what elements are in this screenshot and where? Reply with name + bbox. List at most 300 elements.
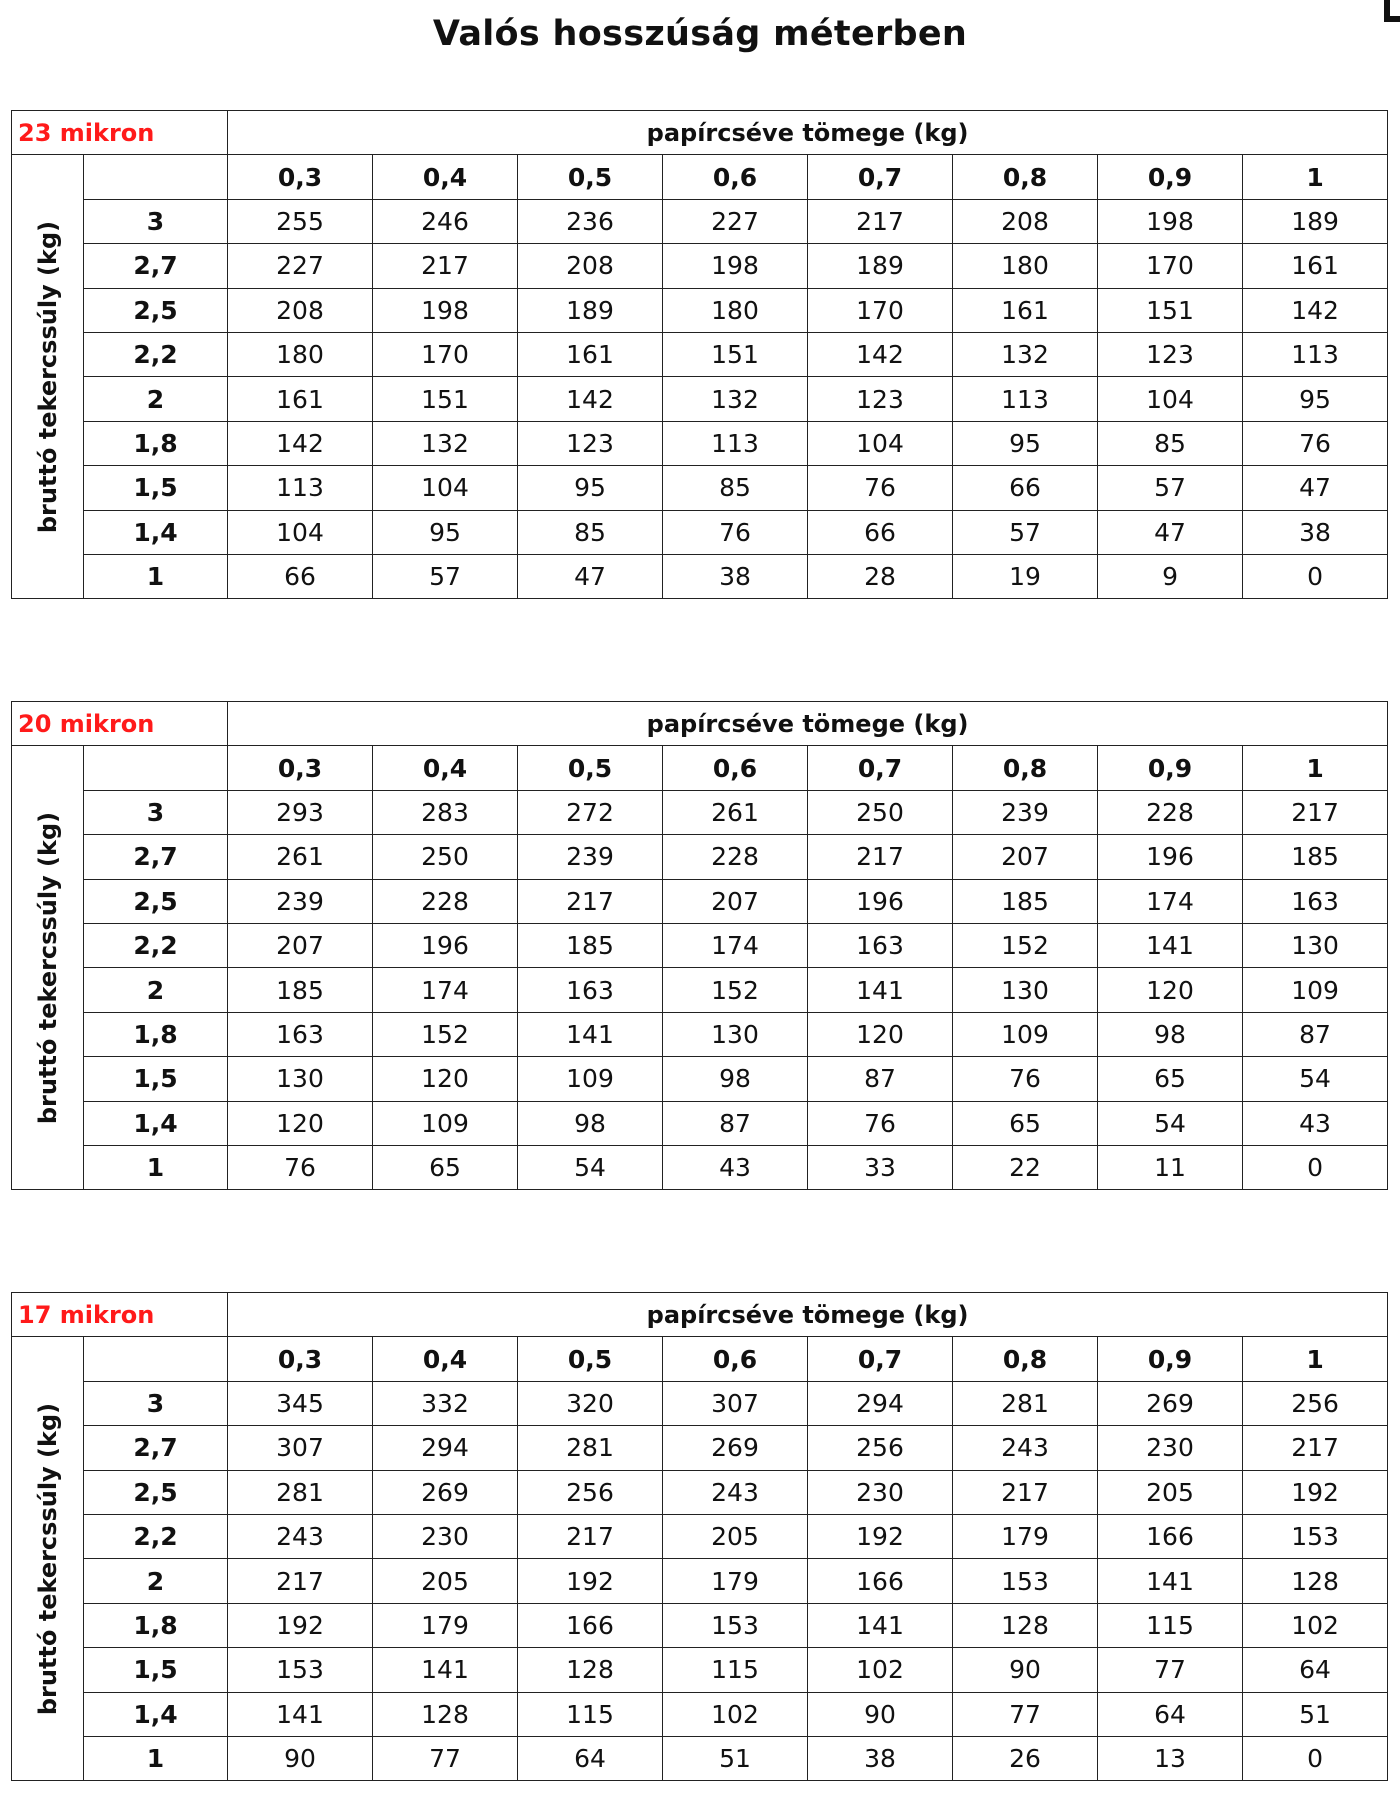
mikron-label: 23 mikron: [12, 111, 228, 155]
column-header: 0,8: [953, 1337, 1098, 1381]
table-row: [12, 510, 1388, 554]
table-cell: 115: [663, 1648, 808, 1692]
table-cell: 250: [373, 835, 518, 879]
table-cell: 196: [1098, 835, 1243, 879]
table-cell: 294: [808, 1381, 953, 1425]
table-cell: 76: [663, 510, 808, 554]
table-cell: 95: [518, 466, 663, 510]
row-header: 2,7: [84, 1426, 228, 1470]
row-header: 1,5: [84, 466, 228, 510]
table-cell: 198: [1098, 199, 1243, 243]
table-cell: 185: [953, 879, 1098, 923]
row-header: 1: [84, 1145, 228, 1189]
length-table: [11, 1292, 1388, 1781]
table-cell: 65: [373, 1145, 518, 1189]
table-cell: 76: [953, 1057, 1098, 1101]
length-table: [11, 110, 1388, 599]
table-row: [12, 1381, 1388, 1425]
table-cell: 243: [663, 1470, 808, 1514]
mikron-label: 20 mikron: [12, 702, 228, 746]
table-cell: 43: [663, 1145, 808, 1189]
table-cell: 57: [373, 554, 518, 598]
table-cell: 294: [373, 1426, 518, 1470]
table-cell: 0: [1243, 1145, 1388, 1189]
header-corner-cell: [84, 746, 228, 790]
column-header: 0,6: [663, 155, 808, 199]
table-cell: 109: [518, 1057, 663, 1101]
table-cell: 128: [1243, 1559, 1388, 1603]
table-row: [12, 199, 1388, 243]
table-cell: 77: [1098, 1648, 1243, 1692]
table-cell: 65: [953, 1101, 1098, 1145]
table-cell: 192: [228, 1603, 373, 1647]
table-cell: 217: [808, 835, 953, 879]
table-cell: 174: [663, 923, 808, 967]
table-cell: 189: [1243, 199, 1388, 243]
table-row: [12, 968, 1388, 1012]
table-row: [12, 1145, 1388, 1189]
row-header: 3: [84, 790, 228, 834]
table-cell: 320: [518, 1381, 663, 1425]
table-cell: 161: [228, 377, 373, 421]
row-group-header: [12, 1337, 84, 1781]
table-cell: 269: [373, 1470, 518, 1514]
column-header: 0,9: [1098, 155, 1243, 199]
table-row: [12, 1012, 1388, 1056]
table-cell: 256: [808, 1426, 953, 1470]
table-cell: 239: [518, 835, 663, 879]
table-cell: 189: [808, 244, 953, 288]
table-group-header-row: [12, 1293, 1388, 1337]
table-cell: 141: [518, 1012, 663, 1056]
row-header: 2,5: [84, 1470, 228, 1514]
table-cell: 85: [518, 510, 663, 554]
row-header: 2: [84, 1559, 228, 1603]
table-cell: 151: [1098, 288, 1243, 332]
table-cell: 174: [373, 968, 518, 1012]
table-cell: 47: [518, 554, 663, 598]
table-cell: 196: [808, 879, 953, 923]
table-cell: 64: [1098, 1692, 1243, 1736]
table-cell: 185: [518, 923, 663, 967]
column-header: 0,7: [808, 746, 953, 790]
table-row: [12, 879, 1388, 923]
table-cell: 38: [663, 554, 808, 598]
table-cell: 192: [1243, 1470, 1388, 1514]
table-cell: 13: [1098, 1736, 1243, 1780]
table-cell: 38: [1243, 510, 1388, 554]
column-header: 0,3: [228, 1337, 373, 1381]
column-header: 0,3: [228, 155, 373, 199]
table-cell: 236: [518, 199, 663, 243]
column-header: 1: [1243, 1337, 1388, 1381]
table-cell: 230: [808, 1470, 953, 1514]
table-cell: 151: [663, 332, 808, 376]
table-cell: 19: [953, 554, 1098, 598]
table-cell: 141: [373, 1648, 518, 1692]
table-cell: 43: [1243, 1101, 1388, 1145]
column-header: 0,8: [953, 155, 1098, 199]
table-cell: 205: [1098, 1470, 1243, 1514]
table-cell: 239: [953, 790, 1098, 834]
table-cell: 64: [518, 1736, 663, 1780]
table-cell: 217: [1243, 1426, 1388, 1470]
table-cell: 54: [1098, 1101, 1243, 1145]
table-cell: 185: [1243, 835, 1388, 879]
row-header: 1: [84, 554, 228, 598]
table-cell: 66: [808, 510, 953, 554]
table-cell: 77: [953, 1692, 1098, 1736]
table-cell: 207: [228, 923, 373, 967]
table-cell: 54: [518, 1145, 663, 1189]
table-cell: 170: [373, 332, 518, 376]
row-group-header: [12, 155, 84, 599]
page-title: Valós hosszúság méterben: [432, 14, 968, 54]
table-cell: 120: [373, 1057, 518, 1101]
table-cell: 51: [1243, 1692, 1388, 1736]
row-header: 2: [84, 377, 228, 421]
table-cell: 227: [228, 244, 373, 288]
table-row: [12, 466, 1388, 510]
table-cell: 95: [1243, 377, 1388, 421]
table-cell: 269: [663, 1426, 808, 1470]
table-cell: 115: [1098, 1603, 1243, 1647]
table-cell: 85: [663, 466, 808, 510]
table-cell: 163: [518, 968, 663, 1012]
table-row: [12, 1603, 1388, 1647]
table-cell: 269: [1098, 1381, 1243, 1425]
table-cell: 26: [953, 1736, 1098, 1780]
table-cell: 104: [808, 421, 953, 465]
table-cell: 217: [953, 1470, 1098, 1514]
table-cell: 272: [518, 790, 663, 834]
table-cell: 163: [228, 1012, 373, 1056]
column-header: 0,4: [373, 155, 518, 199]
table-cell: 0: [1243, 554, 1388, 598]
table-cell: 283: [373, 790, 518, 834]
table-cell: 130: [228, 1057, 373, 1101]
table-cell: 141: [808, 968, 953, 1012]
table-cell: 179: [663, 1559, 808, 1603]
table-cell: 95: [953, 421, 1098, 465]
table-row: [12, 1101, 1388, 1145]
table-cell: 98: [1098, 1012, 1243, 1056]
table-cell: 208: [228, 288, 373, 332]
table-cell: 64: [1243, 1648, 1388, 1692]
column-header: 0,3: [228, 746, 373, 790]
table-cell: 192: [518, 1559, 663, 1603]
table-cell: 132: [953, 332, 1098, 376]
table-cell: 113: [663, 421, 808, 465]
row-group-header-label: bruttó tekercssúly (kg): [33, 220, 62, 533]
table-cell: 256: [518, 1470, 663, 1514]
row-group-header-label: bruttó tekercssúly (kg): [33, 811, 62, 1124]
row-group-header-label: bruttó tekercssúly (kg): [33, 1402, 62, 1715]
table-cell: 85: [1098, 421, 1243, 465]
table-row: [12, 1514, 1388, 1558]
table-cell: 179: [373, 1603, 518, 1647]
table-cell: 239: [228, 879, 373, 923]
table-cell: 166: [518, 1603, 663, 1647]
table-cell: 246: [373, 199, 518, 243]
table-cell: 293: [228, 790, 373, 834]
row-header: 2: [84, 968, 228, 1012]
table-cell: 76: [228, 1145, 373, 1189]
table-cell: 90: [808, 1692, 953, 1736]
header-corner-cell: [84, 1337, 228, 1381]
table-column-header-row: [12, 155, 1388, 199]
table-cell: 141: [1098, 923, 1243, 967]
table-cell: 130: [953, 968, 1098, 1012]
table-cell: 109: [1243, 968, 1388, 1012]
table-cell: 345: [228, 1381, 373, 1425]
length-table-block: [11, 110, 1387, 599]
table-cell: 76: [1243, 421, 1388, 465]
table-cell: 22: [953, 1145, 1098, 1189]
table-row: [12, 288, 1388, 332]
row-header: 2,5: [84, 288, 228, 332]
table-row: [12, 377, 1388, 421]
table-row: [12, 835, 1388, 879]
column-header: 0,5: [518, 155, 663, 199]
table-row: [12, 1057, 1388, 1101]
table-cell: 128: [373, 1692, 518, 1736]
table-cell: 66: [953, 466, 1098, 510]
table-cell: 152: [373, 1012, 518, 1056]
table-cell: 332: [373, 1381, 518, 1425]
table-cell: 87: [808, 1057, 953, 1101]
table-cell: 152: [663, 968, 808, 1012]
table-cell: 161: [1243, 244, 1388, 288]
table-cell: 255: [228, 199, 373, 243]
table-cell: 152: [953, 923, 1098, 967]
row-header: 2,7: [84, 244, 228, 288]
table-cell: 87: [663, 1101, 808, 1145]
table-cell: 243: [953, 1426, 1098, 1470]
table-cell: 228: [373, 879, 518, 923]
table-cell: 161: [953, 288, 1098, 332]
table-cell: 115: [518, 1692, 663, 1736]
table-cell: 128: [518, 1648, 663, 1692]
table-cell: 281: [228, 1470, 373, 1514]
table-cell: 230: [1098, 1426, 1243, 1470]
row-group-header: [12, 746, 84, 1190]
table-cell: 217: [1243, 790, 1388, 834]
table-cell: 153: [228, 1648, 373, 1692]
table-cell: 141: [808, 1603, 953, 1647]
row-header: 1,4: [84, 510, 228, 554]
table-cell: 163: [1243, 879, 1388, 923]
table-cell: 104: [228, 510, 373, 554]
table-cell: 102: [663, 1692, 808, 1736]
table-cell: 38: [808, 1736, 953, 1780]
table-cell: 228: [1098, 790, 1243, 834]
table-cell: 142: [228, 421, 373, 465]
table-cell: 130: [1243, 923, 1388, 967]
table-cell: 217: [373, 244, 518, 288]
table-cell: 9: [1098, 554, 1243, 598]
length-table: [11, 701, 1388, 1190]
table-row: [12, 1692, 1388, 1736]
row-header: 1,4: [84, 1101, 228, 1145]
table-cell: 90: [953, 1648, 1098, 1692]
table-cell: 123: [1098, 332, 1243, 376]
table-cell: 132: [373, 421, 518, 465]
column-group-header: papírcséve tömege (kg): [228, 702, 1388, 746]
table-cell: 76: [808, 466, 953, 510]
table-cell: 230: [373, 1514, 518, 1558]
column-header: 0,4: [373, 1337, 518, 1381]
column-header: 1: [1243, 155, 1388, 199]
table-cell: 113: [1243, 332, 1388, 376]
row-header: 2,7: [84, 835, 228, 879]
table-cell: 281: [518, 1426, 663, 1470]
table-group-header-row: [12, 111, 1388, 155]
table-row: [12, 1426, 1388, 1470]
table-cell: 180: [663, 288, 808, 332]
table-cell: 180: [953, 244, 1098, 288]
table-cell: 142: [518, 377, 663, 421]
table-cell: 170: [1098, 244, 1243, 288]
table-cell: 123: [518, 421, 663, 465]
row-header: 1,5: [84, 1648, 228, 1692]
table-cell: 153: [663, 1603, 808, 1647]
table-cell: 65: [1098, 1057, 1243, 1101]
table-cell: 11: [1098, 1145, 1243, 1189]
table-cell: 141: [1098, 1559, 1243, 1603]
table-cell: 192: [808, 1514, 953, 1558]
table-cell: 130: [663, 1012, 808, 1056]
table-cell: 205: [373, 1559, 518, 1603]
table-cell: 77: [373, 1736, 518, 1780]
table-row: [12, 790, 1388, 834]
table-cell: 174: [1098, 879, 1243, 923]
table-cell: 109: [953, 1012, 1098, 1056]
row-header: 3: [84, 199, 228, 243]
table-cell: 307: [228, 1426, 373, 1470]
table-row: [12, 244, 1388, 288]
table-cell: 217: [228, 1559, 373, 1603]
table-cell: 307: [663, 1381, 808, 1425]
row-header: 1,5: [84, 1057, 228, 1101]
table-cell: 261: [228, 835, 373, 879]
table-cell: 47: [1098, 510, 1243, 554]
table-cell: 0: [1243, 1736, 1388, 1780]
table-row: [12, 421, 1388, 465]
table-cell: 208: [518, 244, 663, 288]
table-group-header-row: [12, 702, 1388, 746]
table-cell: 28: [808, 554, 953, 598]
table-cell: 102: [808, 1648, 953, 1692]
column-group-header: papírcséve tömege (kg): [228, 1293, 1388, 1337]
table-cell: 109: [373, 1101, 518, 1145]
table-cell: 104: [1098, 377, 1243, 421]
table-cell: 102: [1243, 1603, 1388, 1647]
row-header: 1,8: [84, 421, 228, 465]
mikron-label: 17 mikron: [12, 1293, 228, 1337]
table-cell: 198: [663, 244, 808, 288]
table-cell: 98: [663, 1057, 808, 1101]
row-header: 1,8: [84, 1603, 228, 1647]
table-cell: 141: [228, 1692, 373, 1736]
table-cell: 243: [228, 1514, 373, 1558]
table-cell: 207: [953, 835, 1098, 879]
table-cell: 180: [228, 332, 373, 376]
table-column-header-row: [12, 1337, 1388, 1381]
table-row: [12, 1559, 1388, 1603]
table-cell: 142: [808, 332, 953, 376]
table-row: [12, 1648, 1388, 1692]
table-cell: 185: [228, 968, 373, 1012]
row-header: 1: [84, 1736, 228, 1780]
row-header: 3: [84, 1381, 228, 1425]
table-cell: 120: [1098, 968, 1243, 1012]
table-row: [12, 1470, 1388, 1514]
table-cell: 47: [1243, 466, 1388, 510]
column-header: 1: [1243, 746, 1388, 790]
table-cell: 132: [663, 377, 808, 421]
table-cell: 261: [663, 790, 808, 834]
row-header: 1,4: [84, 1692, 228, 1736]
row-header: 2,2: [84, 923, 228, 967]
table-cell: 151: [373, 377, 518, 421]
table-cell: 227: [663, 199, 808, 243]
table-cell: 57: [1098, 466, 1243, 510]
column-header: 0,6: [663, 1337, 808, 1381]
table-cell: 120: [808, 1012, 953, 1056]
table-cell: 163: [808, 923, 953, 967]
column-header: 0,5: [518, 746, 663, 790]
table-cell: 113: [228, 466, 373, 510]
column-group-header: papírcséve tömege (kg): [228, 111, 1388, 155]
table-cell: 207: [663, 879, 808, 923]
table-cell: 208: [953, 199, 1098, 243]
table-cell: 120: [228, 1101, 373, 1145]
table-cell: 153: [1243, 1514, 1388, 1558]
table-cell: 196: [373, 923, 518, 967]
table-cell: 205: [663, 1514, 808, 1558]
table-cell: 57: [953, 510, 1098, 554]
column-header: 0,9: [1098, 1337, 1243, 1381]
column-header: 0,7: [808, 155, 953, 199]
table-cell: 281: [953, 1381, 1098, 1425]
table-cell: 76: [808, 1101, 953, 1145]
table-cell: 142: [1243, 288, 1388, 332]
table-cell: 217: [808, 199, 953, 243]
table-cell: 87: [1243, 1012, 1388, 1056]
table-cell: 250: [808, 790, 953, 834]
table-cell: 51: [663, 1736, 808, 1780]
column-header: 0,5: [518, 1337, 663, 1381]
column-header: 0,6: [663, 746, 808, 790]
table-row: [12, 554, 1388, 598]
table-cell: 98: [518, 1101, 663, 1145]
length-table-block: [11, 1292, 1387, 1781]
table-cell: 95: [373, 510, 518, 554]
table-cell: 217: [518, 1514, 663, 1558]
column-header: 0,8: [953, 746, 1098, 790]
length-table-block: [11, 701, 1387, 1190]
row-header: 2,2: [84, 1514, 228, 1558]
header-corner-cell: [84, 155, 228, 199]
table-cell: 166: [808, 1559, 953, 1603]
table-cell: 189: [518, 288, 663, 332]
column-header: 0,9: [1098, 746, 1243, 790]
table-cell: 256: [1243, 1381, 1388, 1425]
table-cell: 179: [953, 1514, 1098, 1558]
table-column-header-row: [12, 746, 1388, 790]
table-cell: 217: [518, 879, 663, 923]
